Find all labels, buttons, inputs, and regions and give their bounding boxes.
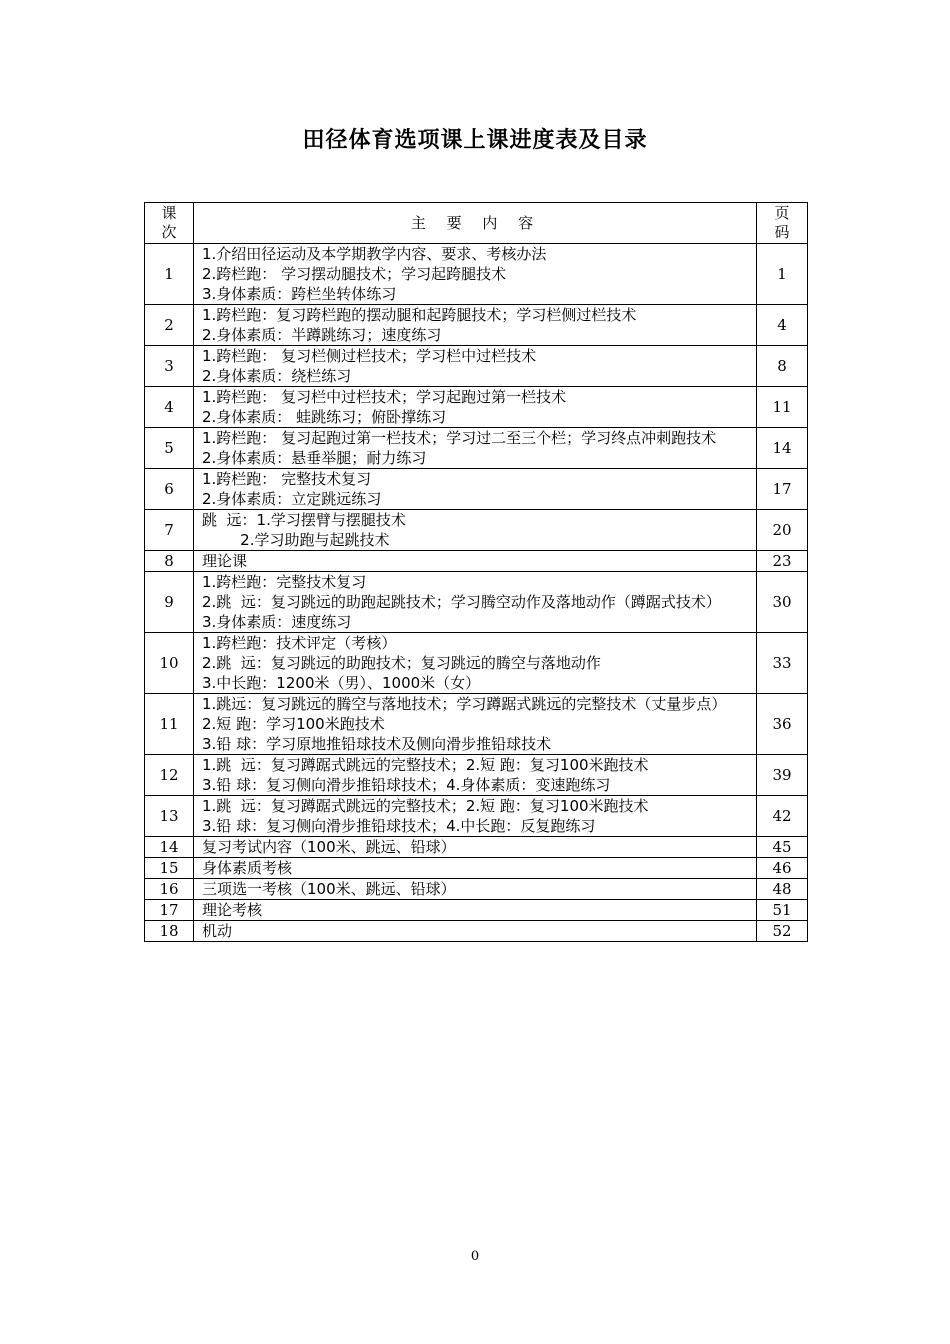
lesson-number: 1	[145, 244, 194, 305]
content-line: 3.铅 球：学习原地推铅球技术及侧向滑步推铅球技术	[202, 735, 552, 753]
table-row	[145, 633, 808, 694]
header-lesson-number	[145, 203, 194, 244]
content-line: 身体素质考核	[202, 859, 293, 877]
lesson-content	[194, 387, 757, 428]
table-row	[145, 510, 808, 551]
page-reference: 8	[757, 346, 808, 387]
page-reference: 45	[757, 837, 808, 858]
lesson-number: 13	[145, 796, 194, 837]
page-reference: 20	[757, 510, 808, 551]
page-reference: 51	[757, 900, 808, 921]
lesson-content	[194, 428, 757, 469]
content-line: 三项选一考核（100米、跳远、铅球）	[202, 880, 456, 898]
table-row	[145, 572, 808, 633]
page-reference: 4	[757, 305, 808, 346]
table-row	[145, 428, 808, 469]
table-row	[145, 879, 808, 900]
lesson-number: 4	[145, 387, 194, 428]
content-line: 3.铅 球：复习侧向滑步推铅球技术；4.身体素质：变速跑练习	[202, 776, 611, 794]
page-reference: 33	[757, 633, 808, 694]
lesson-content	[194, 858, 757, 879]
lesson-content	[194, 694, 757, 755]
page-reference: 14	[757, 428, 808, 469]
header-page-number-line1: 页	[774, 204, 790, 222]
lesson-number: 6	[145, 469, 194, 510]
content-line: 2.身体素质：绕栏练习	[202, 367, 352, 385]
table-row	[145, 346, 808, 387]
lesson-content	[194, 572, 757, 633]
table-row	[145, 755, 808, 796]
content-line: 1.跳 远：复习蹲踞式跳远的完整技术；2.短 跑：复习100米跑技术	[202, 756, 649, 774]
header-lesson-number-line1: 课	[161, 204, 177, 222]
content-line: 2.短 跑：学习100米跑技术	[202, 715, 385, 733]
lesson-content	[194, 837, 757, 858]
lesson-content	[194, 755, 757, 796]
content-line: 3.身体素质：速度练习	[202, 613, 352, 631]
table-row	[145, 921, 808, 942]
page-reference: 23	[757, 551, 808, 572]
page-number: 0	[470, 1249, 480, 1264]
lesson-number: 7	[145, 510, 194, 551]
lesson-number: 5	[145, 428, 194, 469]
table-row	[145, 387, 808, 428]
lesson-number: 18	[145, 921, 194, 942]
page-reference: 52	[757, 921, 808, 942]
page-reference: 39	[757, 755, 808, 796]
content-line: 2.跳 远：复习跳远的助跑起跳技术；学习腾空动作及落地动作（蹲踞式技术）	[202, 593, 721, 611]
lesson-content	[194, 921, 757, 942]
lesson-content	[194, 796, 757, 837]
content-line: 复习考试内容（100米、跳远、铅球）	[202, 838, 456, 856]
table-row	[145, 694, 808, 755]
content-line: 理论考核	[202, 901, 263, 919]
content-line: 1.跨栏跑： 复习栏侧过栏技术；学习栏中过栏技术	[202, 347, 537, 365]
page-reference: 48	[757, 879, 808, 900]
content-line: 1.跳 远：复习蹲踞式跳远的完整技术；2.短 跑：复习100米跑技术	[202, 797, 649, 815]
content-line: 1.跳远：复习跳远的腾空与落地技术；学习蹲踞式跳远的完整技术（丈量步点）	[202, 695, 727, 713]
page-title: 田径体育选项课上课进度表及目录	[302, 128, 648, 153]
lesson-number: 10	[145, 633, 194, 694]
lesson-number: 14	[145, 837, 194, 858]
page-reference: 46	[757, 858, 808, 879]
content-line: 1.跨栏跑：复习跨栏跑的摆动腿和起跨腿技术；学习栏侧过栏技术	[202, 306, 637, 324]
schedule-table	[144, 202, 808, 942]
lesson-number: 12	[145, 755, 194, 796]
lesson-content	[194, 469, 757, 510]
lesson-content	[194, 510, 757, 551]
lesson-number: 8	[145, 551, 194, 572]
page-reference: 11	[757, 387, 808, 428]
table-row	[145, 551, 808, 572]
table-body	[145, 244, 808, 942]
content-line: 2.学习助跑与起跳技术	[202, 531, 390, 549]
lesson-number: 15	[145, 858, 194, 879]
content-line: 3.身体素质：跨栏坐转体练习	[202, 285, 397, 303]
table-row	[145, 858, 808, 879]
content-line: 1.跨栏跑： 完整技术复习	[202, 470, 372, 488]
page-reference: 42	[757, 796, 808, 837]
content-line: 1.跨栏跑：完整技术复习	[202, 573, 367, 591]
table-row	[145, 469, 808, 510]
lesson-number: 11	[145, 694, 194, 755]
table-header-row	[145, 203, 808, 244]
page-reference: 30	[757, 572, 808, 633]
header-page-number-line2: 码	[774, 223, 790, 241]
content-line: 2.身体素质：悬垂举腿；耐力练习	[202, 449, 427, 467]
lesson-content	[194, 879, 757, 900]
header-main-content: 主 要 内 容	[194, 203, 757, 244]
content-line: 1.跨栏跑： 复习栏中过栏技术；学习起跑过第一栏技术	[202, 388, 567, 406]
content-line: 2.身体素质：立定跳远练习	[202, 490, 382, 508]
lesson-content	[194, 305, 757, 346]
content-line: 3.中长跑：1200米（男）、1000米（女）	[202, 674, 481, 692]
table-row	[145, 305, 808, 346]
content-line: 3.铅 球：复习侧向滑步推铅球技术；4.中长跑：反复跑练习	[202, 817, 596, 835]
lesson-number: 9	[145, 572, 194, 633]
content-line: 1.跨栏跑： 复习起跑过第一栏技术；学习过二至三个栏；学习终点冲刺跑技术	[202, 429, 717, 447]
page-reference: 1	[757, 244, 808, 305]
header-page-number	[757, 203, 808, 244]
content-line: 2.身体素质：半蹲跳练习；速度练习	[202, 326, 442, 344]
header-lesson-number-line2: 次	[161, 223, 177, 241]
table-row	[145, 796, 808, 837]
content-line: 2.跳 远：复习跳远的助跑技术；复习跳远的腾空与落地动作	[202, 654, 601, 672]
content-line: 机动	[202, 922, 233, 940]
lesson-content	[194, 551, 757, 572]
content-line: 2.跨栏跑： 学习摆动腿技术；学习起跨腿技术	[202, 265, 507, 283]
table-row	[145, 900, 808, 921]
content-line: 1.介绍田径运动及本学期教学内容、要求、考核办法	[202, 245, 547, 263]
lesson-number: 16	[145, 879, 194, 900]
lesson-content	[194, 346, 757, 387]
content-line: 理论课	[202, 552, 248, 570]
lesson-content	[194, 900, 757, 921]
lesson-content	[194, 633, 757, 694]
page-reference: 17	[757, 469, 808, 510]
lesson-number: 2	[145, 305, 194, 346]
content-line: 1.跨栏跑：技术评定（考核）	[202, 634, 397, 652]
lesson-content	[194, 244, 757, 305]
lesson-number: 3	[145, 346, 194, 387]
page-reference: 36	[757, 694, 808, 755]
content-line: 跳 远：1.学习摆臂与摆腿技术	[202, 511, 406, 529]
table-row	[145, 244, 808, 305]
content-line: 2.身体素质： 蛙跳练习；俯卧撑练习	[202, 408, 447, 426]
lesson-number: 17	[145, 900, 194, 921]
table-row	[145, 837, 808, 858]
